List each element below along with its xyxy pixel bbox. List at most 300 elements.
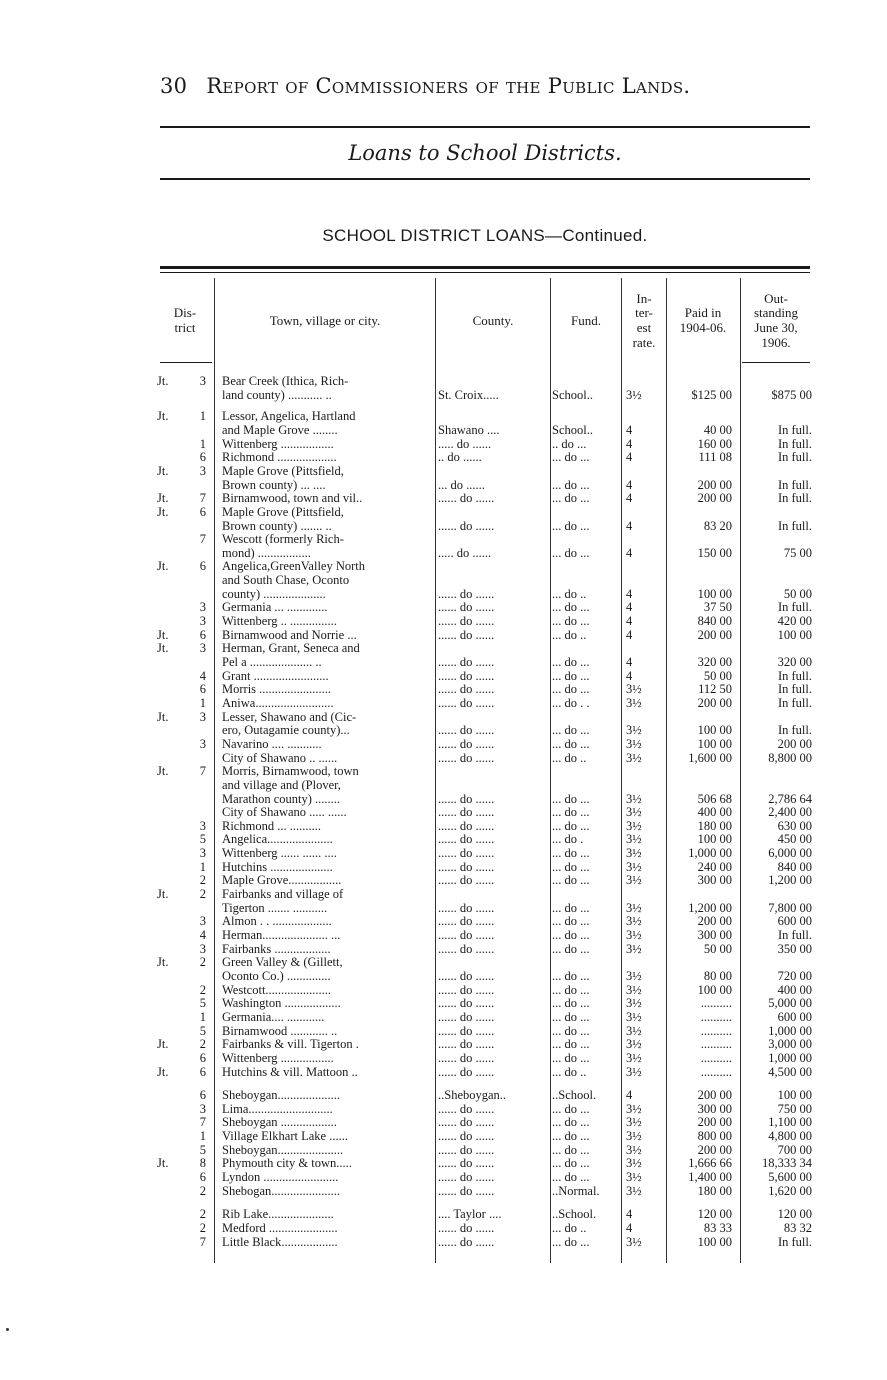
fund-cell: ... do ...	[552, 477, 590, 492]
district-number: 5	[199, 996, 206, 1011]
outstanding-cell: 1,100 00	[768, 1115, 812, 1130]
rate-cell: 3½	[626, 1064, 642, 1079]
town-cell: Brown county) ....... ..	[222, 518, 332, 533]
joint-marker: Jt.	[157, 1064, 169, 1079]
district-number: 7	[199, 1115, 206, 1130]
page-speck	[6, 1328, 9, 1331]
outstanding-cell: 2,786 64	[768, 791, 812, 806]
fund-cell: ... do ...	[552, 1234, 590, 1249]
fund-cell: ... do ...	[552, 873, 590, 888]
district-number: 3	[199, 600, 206, 615]
paid-cell: ..........	[700, 1064, 732, 1079]
table-row	[0, 519, 887, 533]
district-number: 7	[199, 1234, 206, 1249]
paid-cell: 180 00	[697, 1183, 732, 1198]
county-cell: ...... do ......	[438, 1221, 495, 1235]
paid-cell: 120 00	[697, 1207, 732, 1222]
outstanding-cell: In full.	[777, 518, 812, 533]
table-row	[0, 505, 887, 519]
paid-cell: 320 00	[697, 655, 732, 669]
outstanding-cell: 7,800 00	[768, 900, 812, 915]
table-row	[0, 1235, 887, 1249]
fund-cell: ... do ...	[552, 996, 590, 1011]
table-row	[0, 1010, 887, 1024]
town-cell: Richmond ... ..........	[222, 818, 321, 833]
rate-cell: 3½	[626, 846, 642, 861]
table-row	[0, 374, 887, 388]
county-cell: ...... do ......	[438, 627, 495, 642]
county-cell: ...... do ......	[438, 1170, 495, 1184]
header-bottom-rule-right	[742, 362, 810, 363]
county-cell: ...... do ......	[438, 1183, 495, 1198]
rate-cell: 3½	[626, 750, 642, 765]
paid-cell: 100 00	[697, 736, 732, 751]
table-row	[0, 655, 887, 669]
rate-cell: 3½	[626, 982, 642, 997]
fund-cell: School..	[552, 422, 593, 437]
county-cell: ...... do ......	[438, 695, 495, 710]
county-cell: ...... do ......	[438, 791, 495, 806]
joint-marker: Jt.	[157, 463, 169, 478]
fund-cell: ... do ..	[552, 750, 587, 765]
table-top-rule-thick	[160, 266, 810, 269]
outstanding-cell: In full.	[777, 682, 812, 697]
fund-cell: ..School.	[552, 1207, 597, 1222]
rate-cell: 3½	[626, 1183, 642, 1198]
col-header-district: Dis- trict	[173, 305, 197, 335]
rate-cell: 3½	[626, 682, 642, 697]
table-row	[0, 696, 887, 710]
rate-cell: 4	[626, 422, 633, 437]
running-title: Report of Commissioners of the Public Lands.	[206, 74, 691, 98]
table-row	[0, 1129, 887, 1143]
district-number: 3	[199, 614, 206, 628]
county-cell: ...... do ......	[438, 1234, 495, 1249]
fund-cell: ... do ..	[552, 627, 587, 642]
paid-cell: 240 00	[697, 859, 732, 874]
outstanding-cell: 1,000 00	[768, 1050, 812, 1065]
town-cell: Herman, Grant, Seneca and	[222, 641, 360, 656]
county-cell: ...... do ......	[438, 600, 495, 615]
county-cell: ... do ......	[438, 477, 485, 492]
town-cell: Wittenberg .................	[222, 1050, 334, 1065]
paid-cell: 200 00	[697, 627, 732, 642]
rate-cell: 3½	[626, 1023, 642, 1038]
rate-cell: 3½	[626, 1142, 642, 1157]
town-cell: Washington ..................	[222, 996, 341, 1011]
district-number: 3	[199, 641, 206, 656]
joint-marker: Jt.	[157, 1037, 169, 1052]
fund-cell: ... do ...	[552, 736, 590, 751]
paid-cell: 400 00	[697, 805, 732, 820]
table-row	[0, 464, 887, 478]
county-cell: .... Taylor ....	[438, 1207, 502, 1222]
town-cell: Almon . . ...................	[222, 914, 332, 929]
fund-cell: ... do ...	[552, 545, 590, 560]
table-row	[0, 887, 887, 901]
rate-cell: 4	[626, 545, 633, 560]
outstanding-cell: 450 00	[777, 832, 812, 847]
outstanding-cell: In full.	[777, 422, 812, 437]
town-cell: Fairbanks & vill. Tigerton .	[222, 1037, 359, 1052]
town-cell: Morris .......................	[222, 682, 332, 697]
fund-cell: ... do ...	[552, 1037, 590, 1052]
district-number: 6	[199, 627, 206, 642]
fund-cell: ... do ...	[552, 791, 590, 806]
county-cell: St. Croix.....	[438, 387, 499, 402]
fund-cell: ... do ...	[552, 914, 590, 929]
table-row	[0, 532, 887, 546]
table-row	[0, 437, 887, 451]
outstanding-cell: In full.	[777, 477, 812, 492]
county-cell: ...... do ......	[438, 832, 495, 847]
header-bottom-rule	[160, 362, 212, 363]
table-row	[0, 1170, 887, 1184]
rate-cell: 3½	[626, 387, 642, 402]
table-row	[0, 832, 887, 846]
district-number: 3	[199, 709, 206, 724]
county-cell: ...... do ......	[438, 1101, 495, 1116]
district-number: 3	[199, 736, 206, 751]
fund-cell: ... do ...	[552, 846, 590, 861]
paid-cell: 150 00	[697, 545, 732, 560]
table-row	[0, 559, 887, 573]
county-cell: ...... do ......	[438, 928, 495, 942]
fund-cell: ... do ...	[552, 859, 590, 874]
rate-cell: 3½	[626, 1050, 642, 1065]
fund-cell: ... do ...	[552, 491, 590, 506]
paid-cell: 50 00	[703, 668, 732, 683]
table-row	[0, 478, 887, 492]
table-row	[0, 792, 887, 806]
county-cell: ...... do ......	[438, 982, 495, 997]
town-cell: Rib Lake.....................	[222, 1207, 334, 1222]
paid-cell: ..........	[700, 1023, 732, 1038]
outstanding-cell: In full.	[777, 450, 812, 465]
outstanding-cell: 320 00	[777, 655, 812, 669]
town-cell: Lesser, Shawano and (Cic-	[222, 709, 357, 724]
fund-cell: ... do ...	[552, 1023, 590, 1038]
outstanding-cell: In full.	[777, 928, 812, 942]
outstanding-cell: In full.	[777, 1234, 812, 1249]
district-number: 8	[199, 1156, 206, 1171]
header-rule	[160, 126, 810, 128]
rate-cell: 4	[626, 450, 633, 465]
table-row	[0, 996, 887, 1010]
outstanding-cell: 3,000 00	[768, 1037, 812, 1052]
outstanding-cell: 630 00	[777, 818, 812, 833]
paid-cell: 160 00	[697, 436, 732, 451]
rate-cell: 3½	[626, 736, 642, 751]
district-number: 7	[199, 532, 206, 547]
section-rule	[160, 178, 810, 180]
table-row	[0, 751, 887, 765]
outstanding-cell: 100 00	[777, 627, 812, 642]
outstanding-cell: 420 00	[777, 614, 812, 628]
fund-cell: ... do ...	[552, 723, 590, 738]
outstanding-cell: 75 00	[783, 545, 812, 560]
town-cell: Germania ... .............	[222, 600, 328, 615]
county-cell: ...... do ......	[438, 1009, 495, 1024]
district-number: 1	[199, 1009, 206, 1024]
county-cell: Shawano ....	[438, 422, 500, 437]
paid-cell: 111 08	[698, 450, 732, 465]
town-cell: Maple Grove (Pittsfield,	[222, 463, 344, 478]
paid-cell: 112 50	[698, 682, 732, 697]
fund-cell: ... do ...	[552, 682, 590, 697]
table-row	[0, 710, 887, 724]
paid-cell: ..........	[700, 1037, 732, 1052]
outstanding-cell: 83 32	[783, 1221, 812, 1235]
district-number: 3	[199, 463, 206, 478]
fund-cell: ..Normal.	[552, 1183, 600, 1198]
rate-cell: 4	[626, 586, 633, 601]
table-row	[0, 819, 887, 833]
district-number: 2	[199, 955, 206, 970]
table-row	[0, 778, 887, 792]
county-cell: ...... do ......	[438, 941, 495, 956]
table-row	[0, 1051, 887, 1065]
district-number: 1	[199, 695, 206, 710]
county-cell: ...... do ......	[438, 668, 495, 683]
rate-cell: 4	[626, 1221, 633, 1235]
outstanding-cell: 400 00	[777, 982, 812, 997]
table-row	[0, 1065, 887, 1079]
rate-cell: 4	[626, 436, 633, 451]
outstanding-cell: In full.	[777, 491, 812, 506]
fund-cell: ... do ...	[552, 1101, 590, 1116]
fund-cell: ... do . .	[552, 695, 590, 710]
table-top-rule-thin	[160, 272, 810, 273]
paid-cell: 83 20	[703, 518, 732, 533]
town-cell: City of Shawano ..... ......	[222, 805, 347, 820]
paid-cell: 300 00	[697, 873, 732, 888]
table-title: SCHOOL DISTRICT LOANS—Continued.	[322, 226, 648, 245]
table-row	[0, 491, 887, 505]
table-row	[0, 1221, 887, 1235]
county-cell: ...... do ......	[438, 996, 495, 1011]
county-cell: ...... do ......	[438, 1023, 495, 1038]
town-cell: mond) .................	[222, 545, 311, 560]
town-cell: Lyndon ........................	[222, 1170, 339, 1184]
district-number: 1	[199, 859, 206, 874]
district-number: 3	[199, 374, 206, 388]
col-header-rate: In- ter- est rate.	[632, 290, 656, 350]
outstanding-cell: 50 00	[783, 586, 812, 601]
paid-cell: 100 00	[697, 832, 732, 847]
rate-cell: 3½	[626, 1115, 642, 1130]
county-cell: .. do ......	[438, 450, 482, 465]
town-cell: Wittenberg ...... ...... ....	[222, 846, 337, 861]
paid-cell: 840 00	[697, 614, 732, 628]
joint-marker: Jt.	[157, 491, 169, 506]
outstanding-cell: 350 00	[777, 941, 812, 956]
district-number: 2	[199, 1207, 206, 1222]
outstanding-cell: 600 00	[777, 1009, 812, 1024]
rate-cell: 3½	[626, 1101, 642, 1116]
paid-cell: 800 00	[697, 1129, 732, 1144]
town-cell: Germania.... ............	[222, 1009, 325, 1024]
table-row	[0, 942, 887, 956]
fund-cell: ... do ..	[552, 1221, 587, 1235]
table-row	[0, 573, 887, 587]
joint-marker: Jt.	[157, 1156, 169, 1171]
rate-cell: 3½	[626, 873, 642, 888]
county-cell: ..Sheboygan..	[438, 1088, 507, 1103]
paid-cell: 300 00	[697, 1101, 732, 1116]
rate-cell: 4	[626, 1207, 633, 1222]
county-cell: ...... do ......	[438, 1156, 495, 1171]
town-cell: Little Black..................	[222, 1234, 338, 1249]
district-number: 2	[199, 1221, 206, 1235]
county-cell: ...... do ......	[438, 614, 495, 628]
district-number: 4	[199, 928, 206, 942]
county-cell: ...... do ......	[438, 968, 495, 983]
outstanding-cell: 2,400 00	[768, 805, 812, 820]
table-row	[0, 737, 887, 751]
town-cell: Pel a .................... ..	[222, 655, 322, 669]
col-header-paid: Paid in 1904-06.	[679, 305, 727, 335]
paid-cell: 180 00	[697, 818, 732, 833]
district-number: 7	[199, 491, 206, 506]
district-number: 3	[199, 1101, 206, 1116]
fund-cell: ... do ...	[552, 1050, 590, 1065]
outstanding-cell: 5,600 00	[768, 1170, 812, 1184]
rate-cell: 3½	[626, 859, 642, 874]
town-cell: Hutchins ....................	[222, 859, 333, 874]
outstanding-cell: 100 00	[777, 1088, 812, 1103]
town-cell: Wescott (formerly Rich-	[222, 532, 344, 547]
district-number: 7	[199, 764, 206, 779]
paid-cell: 100 00	[697, 723, 732, 738]
fund-cell: .. do ...	[552, 436, 587, 451]
rate-cell: 4	[626, 627, 633, 642]
outstanding-cell: 4,500 00	[768, 1064, 812, 1079]
town-cell: City of Shawano .. ......	[222, 750, 338, 765]
paid-cell: 1,600 00	[688, 750, 732, 765]
outstanding-cell: $875 00	[771, 387, 812, 402]
paid-cell: 1,400 00	[688, 1170, 732, 1184]
rate-cell: 3½	[626, 1170, 642, 1184]
district-number: 6	[199, 1170, 206, 1184]
col-header-county: County.	[472, 312, 514, 328]
table-row	[0, 873, 887, 887]
town-cell: Lessor, Angelica, Hartland	[222, 409, 356, 424]
table-row	[0, 805, 887, 819]
district-number: 6	[199, 450, 206, 465]
paid-cell: 300 00	[697, 928, 732, 942]
fund-cell: School..	[552, 387, 593, 402]
paid-cell: 37 50	[703, 600, 732, 615]
county-cell: ...... do ......	[438, 682, 495, 697]
paid-cell: 1,000 00	[688, 846, 732, 861]
paid-cell: 1,666 66	[688, 1156, 732, 1171]
district-number: 1	[199, 409, 206, 424]
table-row	[0, 682, 887, 696]
district-number: 3	[199, 818, 206, 833]
joint-marker: Jt.	[157, 887, 169, 901]
district-number: 6	[199, 1064, 206, 1079]
table-row	[0, 641, 887, 655]
county-cell: ...... do ......	[438, 859, 495, 874]
rate-cell: 3½	[626, 1009, 642, 1024]
district-number: 2	[199, 1037, 206, 1052]
town-cell: Green Valley & (Gillett,	[222, 955, 343, 970]
town-cell: and South Chase, Oconto	[222, 573, 350, 588]
table-row	[0, 1024, 887, 1038]
fund-cell: ... do ...	[552, 655, 590, 669]
town-cell: Maple Grove (Pittsfield,	[222, 504, 344, 519]
county-cell: ...... do ......	[438, 586, 495, 601]
table-row	[0, 928, 887, 942]
table-row	[0, 1115, 887, 1129]
paid-cell: 200 00	[697, 477, 732, 492]
district-number: 4	[199, 668, 206, 683]
town-cell: Lima...........................	[222, 1101, 333, 1116]
town-cell: Wittenberg .................	[222, 436, 334, 451]
rate-cell: 3½	[626, 791, 642, 806]
town-cell: Aniwa.........................	[222, 695, 334, 710]
rate-cell: 3½	[626, 695, 642, 710]
town-cell: Navarino .... ...........	[222, 736, 322, 751]
table-row	[0, 587, 887, 601]
paid-cell: 200 00	[697, 1088, 732, 1103]
town-cell: Medford ......................	[222, 1221, 338, 1235]
county-cell: ...... do ......	[438, 1115, 495, 1130]
table-row	[0, 614, 887, 628]
outstanding-cell: In full.	[777, 695, 812, 710]
fund-cell: ... do ...	[552, 941, 590, 956]
town-cell: Fairbanks and village of	[222, 887, 344, 901]
town-cell: Westcott.....................	[222, 982, 332, 997]
rate-cell: 3½	[626, 832, 642, 847]
joint-marker: Jt.	[157, 641, 169, 656]
town-cell: and village and (Plover,	[222, 777, 341, 792]
rate-cell: 4	[626, 655, 633, 669]
joint-marker: Jt.	[157, 955, 169, 970]
county-cell: ...... do ......	[438, 873, 495, 888]
rate-cell: 3½	[626, 914, 642, 929]
fund-cell: ... do ...	[552, 668, 590, 683]
town-cell: Bear Creek (Ithica, Rich-	[222, 374, 349, 388]
outstanding-cell: 4,800 00	[768, 1129, 812, 1144]
fund-cell: ... do ...	[552, 1142, 590, 1157]
district-number: 1	[199, 1129, 206, 1144]
district-number: 6	[199, 504, 206, 519]
district-number: 6	[199, 682, 206, 697]
fund-cell: ... do ...	[552, 1129, 590, 1144]
town-cell: Brown county) ... ....	[222, 477, 326, 492]
rate-cell: 3½	[626, 941, 642, 956]
paid-cell: 83 33	[703, 1221, 732, 1235]
outstanding-cell: 700 00	[777, 1142, 812, 1157]
town-cell: Angelica,GreenValley North	[222, 559, 365, 574]
town-cell: Birnamwood, town and vil..	[222, 491, 363, 506]
rate-cell: 4	[626, 477, 633, 492]
rate-cell: 4	[626, 668, 633, 683]
town-cell: Marathon county) ........	[222, 791, 341, 806]
table-row	[0, 969, 887, 983]
district-number: 2	[199, 982, 206, 997]
rate-cell: 3½	[626, 968, 642, 983]
town-cell: Birnamwood and Norrie ...	[222, 627, 357, 642]
table-row	[0, 1102, 887, 1116]
paid-cell: 200 00	[697, 491, 732, 506]
town-cell: ero, Outagamie county)...	[222, 723, 350, 738]
paid-cell: ..........	[700, 996, 732, 1011]
paid-cell: ..........	[700, 1050, 732, 1065]
fund-cell: ... do ..	[552, 1064, 587, 1079]
